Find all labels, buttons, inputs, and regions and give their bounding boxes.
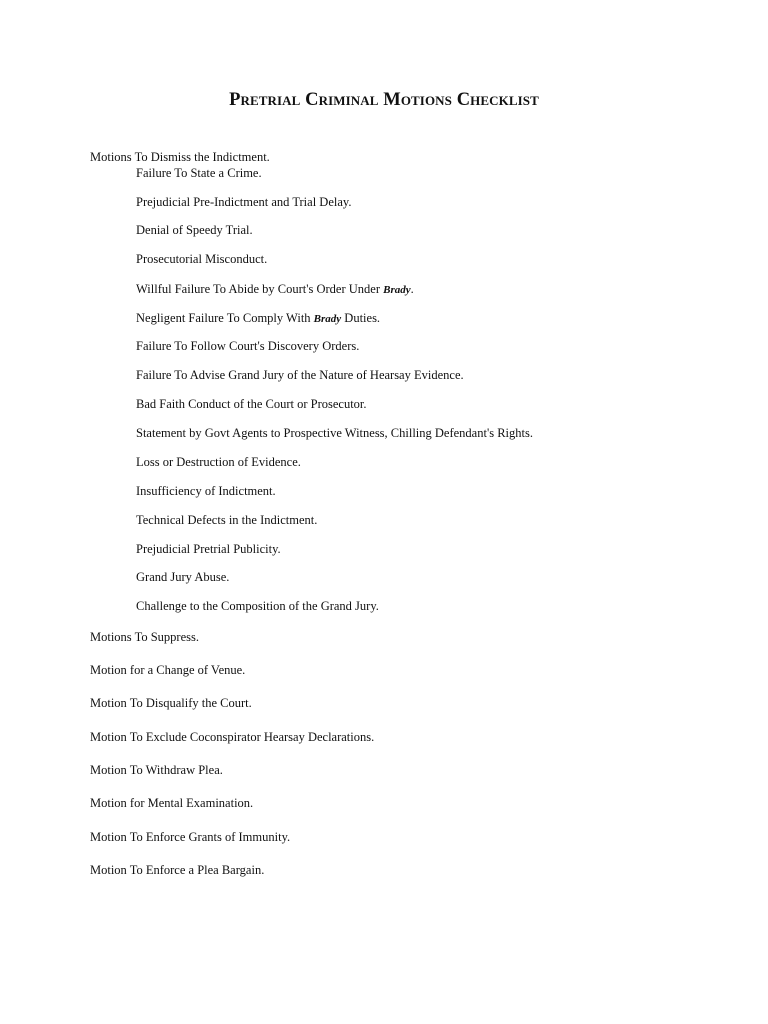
dismiss-item: Statement by Govt Agents to Prospective Witness, Chilling Defendant's Rights.: [136, 426, 533, 440]
dismiss-item: Bad Faith Conduct of the Court or Prosecutor.: [136, 397, 367, 411]
motion-item: Motion To Enforce a Plea Bargain.: [90, 863, 265, 877]
dismiss-item: Prejudicial Pretrial Publicity.: [136, 542, 281, 556]
motion-item: Motion To Enforce Grants of Immunity.: [90, 830, 291, 844]
dismiss-heading: Motions To Dismiss the Indictment.: [90, 150, 270, 164]
motion-item: Motions To Suppress.: [90, 630, 199, 644]
dismiss-item: Prejudicial Pre-Indictment and Trial Delay.: [136, 195, 352, 209]
dismiss-item: Insufficiency of Indictment.: [136, 484, 276, 498]
dismiss-item-text: Negligent Failure To Comply With: [136, 311, 314, 325]
dismiss-item: [136, 312, 380, 325]
dismiss-item: Prosecutorial Misconduct.: [136, 252, 268, 266]
dismiss-item: Failure To Follow Court's Discovery Orders.: [136, 339, 360, 353]
motion-item: Motion for Mental Examination.: [90, 796, 254, 810]
dismiss-item-text: Willful Failure To Abide by Court's Order Under: [136, 282, 384, 296]
dismiss-item: Technical Defects in the Indictment.: [136, 513, 318, 527]
case-name: Brady: [383, 284, 411, 296]
dismiss-item: [136, 283, 414, 296]
dismiss-item: Denial of Speedy Trial.: [136, 223, 253, 237]
dismiss-item-text: Duties.: [341, 311, 381, 325]
dismiss-item: Failure To Advise Grand Jury of the Nature of Hearsay Evidence.: [136, 368, 464, 382]
case-name: Brady: [313, 313, 342, 325]
dismiss-item: Challenge to the Composition of the Grand Jury.: [136, 599, 379, 613]
motion-item: Motion To Exclude Coconspirator Hearsay Declarations.: [90, 730, 375, 744]
dismiss-item: Loss or Destruction of Evidence.: [136, 455, 301, 469]
dismiss-item: Grand Jury Abuse.: [136, 570, 230, 584]
dismiss-item: Failure To State a Crime.: [136, 166, 262, 180]
motion-item: Motion for a Change of Venue.: [90, 663, 246, 677]
motion-item: Motion To Withdraw Plea.: [90, 763, 223, 777]
dismiss-item-text: .: [410, 282, 414, 296]
page-title: Pretrial Criminal Motions Checklist: [229, 90, 539, 110]
motion-item: Motion To Disqualify the Court.: [90, 696, 252, 710]
